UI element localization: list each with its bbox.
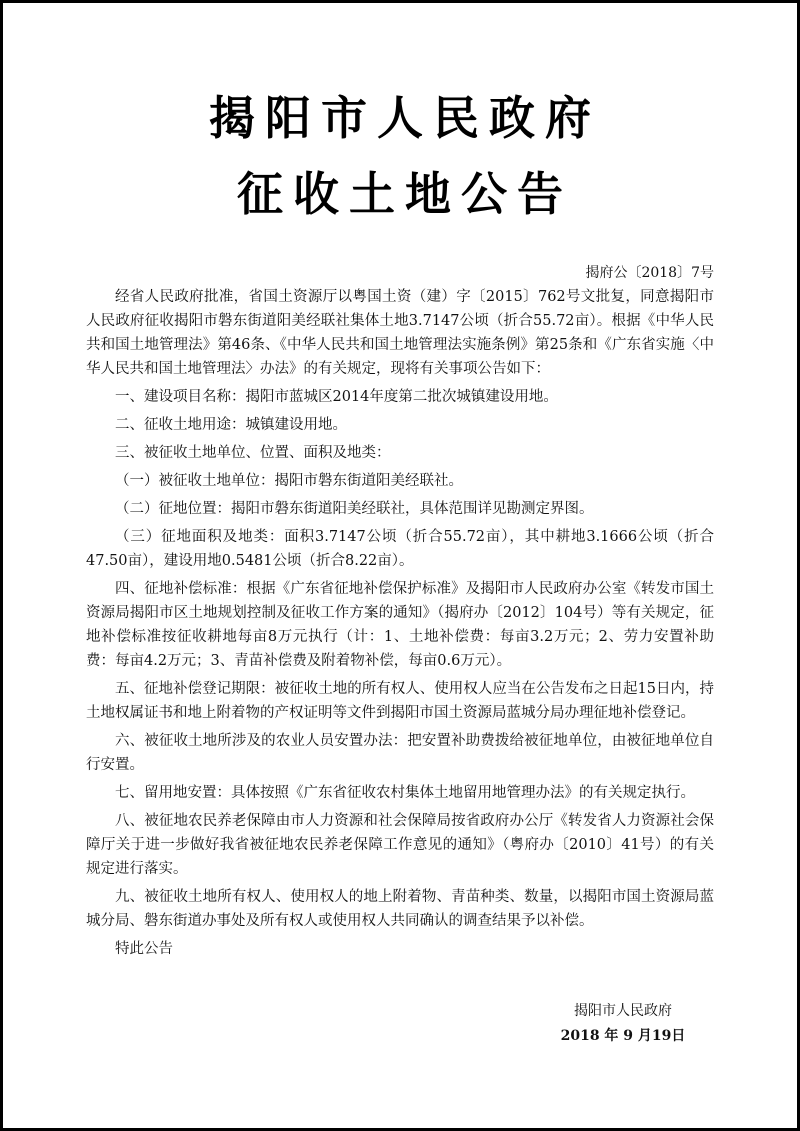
subitem-land-location: （二）征地位置：揭阳市磐东街道阳美经联社，具体范围详见勘测定界图。 [115, 501, 594, 517]
subitem-land-unit: （一）被征收土地单位：揭阳市磐东街道阳美经联社。 [115, 473, 463, 489]
intro-paragraph: 经省人民政府批准，省国土资源厅以粤国土资（建）字〔2015〕762号文批复，同意揭阳市人民政府征收揭阳市磐东街道阳美经联社集体土地3.7147公顷（折合55.72亩）。根据《中华人民共和国土地管理法》第46条、《中华人民共和国土地管理法实施条例》第25条和《广东省实施〈中华人民共和国土地管理法〉办法》的有关规定，现将有关事项公告如下： [86, 289, 714, 377]
document-title-line1: 揭阳市人民政府 [209, 91, 601, 145]
closing-statement: 特此公告 [115, 941, 173, 957]
issue-date: 2018 年 9 月19日 [560, 1028, 686, 1044]
item-pension-security: 八、被征地农民养老保障由市人力资源和社会保障局按省政府办公厅《转发省人力资源社会保障厅关于进一步做好我省被征地农民养老保障工作意见的通知》（粤府办〔2010〕41号）的有关规定进行落实。 [86, 813, 714, 877]
item-registration-period: 五、征地补偿登记期限：被征收土地的所有权人、使用权人应当在公告发布之日起15日内，持土地权属证书和地上附着物的产权证明等文件到揭阳市国土资源局蓝城分局办理征地补偿登记。 [86, 681, 714, 721]
item-compensation-standard: 四、征地补偿标准：根据《广东省征地补偿保护标准》及揭阳市人民政府办公室《转发市国土资源局揭阳市区土地规划控制及征收工作方案的通知》（揭府办〔2012〕104号）等有关规定，征地补偿标准按征收耕地每亩8万元执行（计：1、土地补偿费：每亩3.2万元；2、劳力安置补助费：每亩4.2万元；3、青苗补偿费及附着物补偿，每亩0.6万元）。 [86, 581, 714, 669]
item-land-details-heading: 三、被征收土地单位、位置、面积及地类： [115, 445, 391, 461]
page-border-top [0, 0, 800, 3]
item-resettlement: 六、被征收土地所涉及的农业人员安置办法：把安置补助费拨给被征地单位，由被征地单位自行安置。 [86, 733, 714, 773]
announcement-body [86, 285, 714, 965]
document-title-line2: 征收土地公告 [237, 167, 573, 221]
item-land-use: 二、征收土地用途：城镇建设用地。 [115, 417, 347, 433]
issuing-organization: 揭阳市人民政府 [574, 1003, 672, 1019]
item-reserved-land: 七、留用地安置：具体按照《广东省征收农村集体土地留用地管理办法》的有关规定执行。 [115, 785, 695, 801]
subitem-land-area: （三）征地面积及地类：面积3.7147公顷（折合55.72亩），其中耕地3.1666公顷（折合47.50亩），建设用地0.5481公顷（折合8.22亩）。 [86, 529, 714, 569]
item-project-name: 一、建设项目名称：揭阳市蓝城区2014年度第二批次城镇建设用地。 [115, 389, 558, 405]
item-attachments-compensation: 九、被征收土地所有权人、使用权人的地上附着物、青苗种类、数量，以揭阳市国土资源局蓝城分局、磐东街道办事处及所有权人或使用权人共同确认的调查结果予以补偿。 [86, 889, 714, 929]
document-number: 揭府公〔2018〕7号 [585, 265, 714, 281]
